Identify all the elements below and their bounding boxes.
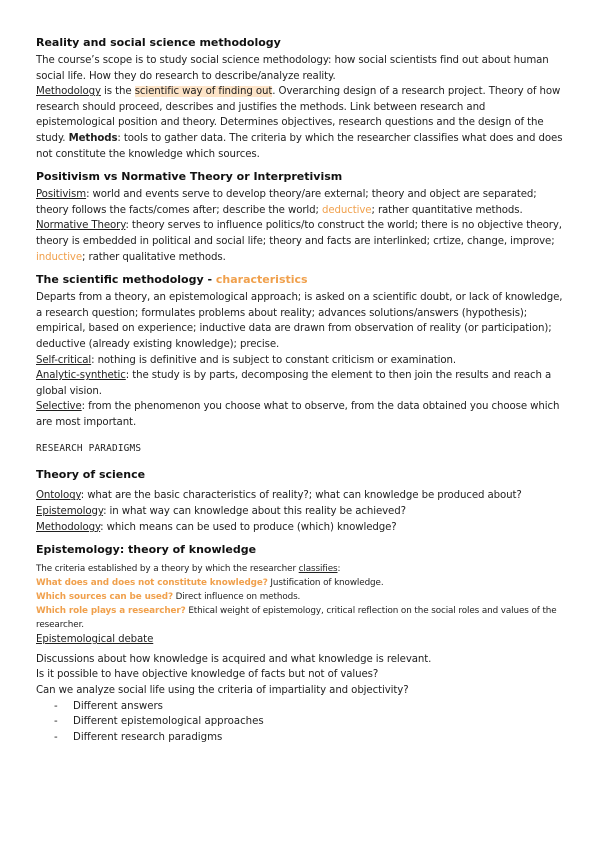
paragraph-criteria	[36, 562, 566, 576]
ontology-text: : what are the basic characteristics of reality?; what can knowledge be produced about?	[80, 490, 522, 502]
subheading-epistemological-debate: Epistemological debate	[36, 634, 154, 646]
self-critical-text: : nothing is definitive and is subject to constant criticism or examination.	[91, 354, 456, 366]
term-methods: Methods	[68, 132, 118, 144]
section-title-epistemology: Epistemology: theory of knowledge	[36, 543, 257, 557]
answer-sources: Direct influence on methods.	[172, 592, 301, 603]
list-item: - Different research paradigms	[36, 730, 566, 746]
term-normative-theory: Normative Theory	[36, 220, 126, 232]
paragraph-selective	[36, 399, 566, 430]
paragraph-self-critical	[36, 353, 566, 369]
title-text: The scientific methodology -	[36, 273, 216, 287]
list-item: - Different answers	[36, 699, 566, 715]
highlight-scientific-way: scientific way of finding out	[134, 86, 273, 98]
selective-text: : from the phenomenon you choose what to observe, from the data obtained you choose which are most important.	[36, 401, 560, 428]
paragraph-intro	[36, 53, 566, 162]
term-methodology-2: Methodology	[36, 521, 101, 533]
section-title-reality: Reality and social science methodology	[36, 36, 281, 49]
paragraph-methodology	[36, 520, 566, 536]
epistemology-criteria-block	[36, 562, 566, 632]
normative-text: : theory serves to influence politics/to construct the world; there is no objective theory, theory is embedded in political and social life; theory and facts are interlinked; crtize, change, improve;	[36, 220, 562, 247]
paragraph-analytic	[36, 368, 566, 399]
term-methodology: Methodology	[36, 86, 101, 98]
answer-role: Ethical weight of epistemology, critical reflection on the social roles and values of the researcher.	[36, 606, 557, 631]
term-classifies: classifies	[298, 564, 338, 575]
term-selective: Selective	[36, 401, 82, 413]
list-item: - Different epistemological approaches	[36, 714, 566, 730]
answers-list	[36, 699, 566, 746]
section-title-scientific-methodology	[36, 273, 566, 287]
accent-deductive: deductive	[321, 204, 372, 216]
debate-line-1: Discussions about how knowledge is acquired and what knowledge is relevant.	[36, 653, 432, 665]
debate-line-3: Can we analyze social life using the criteria of impartiality and objectivity?	[36, 685, 409, 697]
positivism-text: : world and events serve to develop theory/are external; theory and object are separated; theory follows the facts/comes after; describe the world;	[36, 189, 537, 216]
paragraph-departs: Departs from a theory, an epistemological approach; is asked on a scientific doubt, or lack of knowledge, a research question; formulates problems about reality; advances solutions/answers (hypothesis); empirical, based on experience; inductive data are drawn from observation of reality (or participation); deductive (already existing knowledge); precise.	[36, 292, 563, 350]
criteria-colon: :	[337, 564, 341, 575]
paragraph-ontology	[36, 488, 566, 504]
methodology-text: : which means can be used to produce (which) knowledge?	[100, 521, 397, 533]
paragraph-positivism	[36, 187, 566, 218]
intro-text: The course’s scope is to study social science methodology: how social scientists find out about human social life. How they do research to describe/analyze reality.	[36, 55, 549, 82]
normative-text-end: ; rather qualitative methods.	[82, 251, 226, 263]
analytic-text: : the study is by parts, decomposing the element to then join the results and reach a global vision.	[36, 370, 552, 397]
term-ontology: Ontology	[36, 490, 81, 502]
positivism-text-end: ; rather quantitative methods.	[371, 204, 523, 216]
criteria-sources	[36, 590, 566, 604]
question-role: Which role plays a researcher?	[36, 606, 186, 617]
paragraph-normative	[36, 218, 566, 265]
criteria-role	[36, 604, 566, 632]
text-is-the: is the	[100, 86, 135, 98]
accent-inductive: inductive	[36, 251, 83, 263]
term-positivism: Positivism	[36, 189, 87, 201]
criteria-knowledge	[36, 576, 566, 590]
section-title-positivism: Positivism vs Normative Theory or Interpretivism	[36, 170, 343, 184]
epistemology-text: : in what way can knowledge about this reality be achieved?	[103, 506, 406, 518]
criteria-text: The criteria established by a theory by which the researcher	[36, 564, 299, 575]
methodology-definition: . Overarching design of a research project. Theory of how research should proceed, describes and justifies the methods. Link between research and epistemological position and theory. Determines objectives, research questions and the design of the study.	[36, 86, 561, 144]
methods-definition: : tools to gather data. The criteria by which the researcher classifies what does and does not constitute the knowledge which sources.	[36, 132, 563, 160]
paragraph-epistemology	[36, 504, 566, 520]
term-analytic-synthetic: Analytic-synthetic	[36, 370, 126, 382]
debate-line-2: Is it possible to have objective knowledge of facts but not of values?	[36, 669, 379, 681]
title-accent-characteristics: characteristics	[215, 273, 308, 287]
question-knowledge: What does and does not constitute knowledge?	[36, 578, 268, 589]
question-sources: Which sources can be used?	[36, 592, 173, 603]
section-title-theory-of-science: Theory of science	[36, 468, 146, 482]
heading-research-paradigms: RESEARCH PARADIGMS	[36, 443, 142, 455]
document-page	[36, 36, 566, 745]
term-epistemology: Epistemology	[36, 506, 104, 518]
term-self-critical: Self-critical	[36, 354, 92, 366]
answer-knowledge: Justification of knowledge.	[267, 578, 384, 589]
